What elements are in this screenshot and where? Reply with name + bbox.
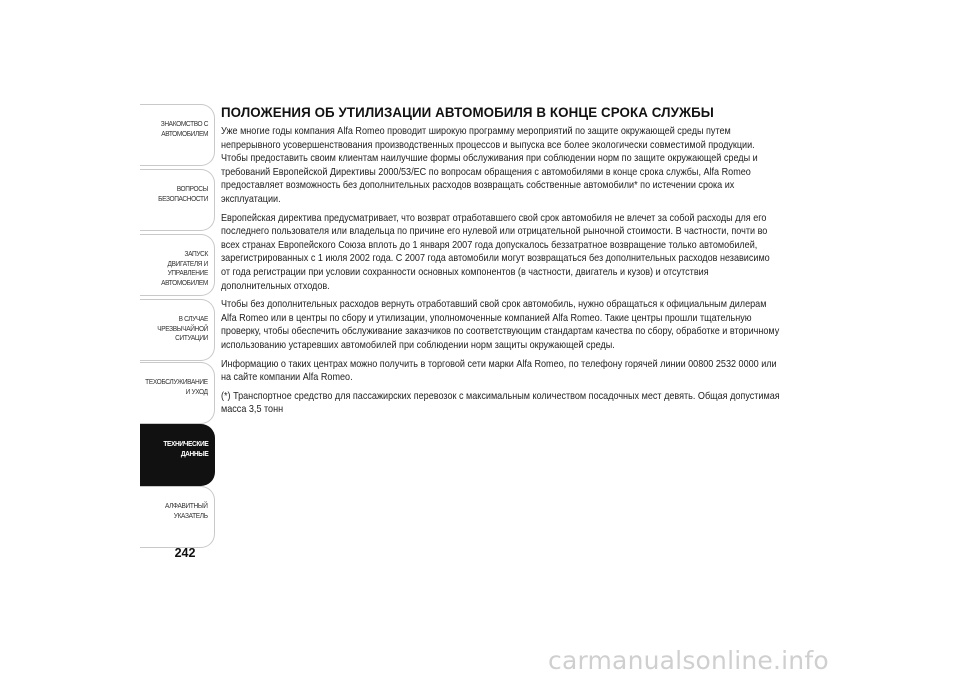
tab-safety[interactable] bbox=[140, 169, 215, 231]
tab-label: ТЕХНИЧЕСКИЕ ДАННЫЕ bbox=[162, 439, 208, 458]
tab-label: ВОПРОСЫ БЕЗОПАСНОСТИ bbox=[158, 184, 208, 203]
paragraph: Чтобы без дополнительных расходов вернуть отработавший свой срок автомобиль, нужно обращаться к официальным дилерам Alfa Romeo или в центры по сбору и утилизации, уполномоченные компанией Alfa Romeo. Такие центры прошли тщательную проверку, чтобы обеспечить обслуживание заказчиков по соответствующим стандартам качества по сбору, обработке и вторичному использованию устаревших автомобилей при соблюдении норм защиты окружающей среды. bbox=[221, 299, 780, 351]
tab-vehicle-introduction[interactable] bbox=[140, 104, 215, 166]
tab-technical-data[interactable] bbox=[140, 424, 215, 486]
tab-label: ЗНАКОМСТВО С АВТОМОБИЛЕМ bbox=[160, 119, 208, 138]
tab-label: ЗАПУСК ДВИГАТЕЛЯ И УПРАВЛЕНИЕ АВТОМОБИЛЕМ bbox=[161, 249, 208, 287]
page-number: 242 bbox=[174, 546, 196, 560]
tab-alphabetical-index[interactable] bbox=[140, 486, 215, 548]
footnote: (*) Транспортное средство для пассажирских перевозок с максимальным количеством посадочных мест девять. Общая допустимая масса 3,5 тонн bbox=[221, 390, 780, 416]
paragraph: Уже многие годы компания Alfa Romeo проводит широкую программу мероприятий по защите окружающей среды путем непрерывного усовершенствования производственных процессов и выпуска все более экологически совместимой продукции. Чтобы предоставить своим клиентам наилучшие формы обслуживания при соблюдении норм по защите окружающей среды и требований Европейской Директивы 2000/53/ЕС по вопросам обращения с автомобилями в конце срока службы, Alfa Romeo предоставляет возможность без дополнительных расходов возвращать собственные автомобили* по истечении срока их эксплуатации. bbox=[221, 126, 758, 205]
paragraph: Информацию о таких центрах можно получить в торговой сети марки Alfa Romeo, по телефону горячей линии 00800 2532 0000 или на сайте компании Alfa Romeo. bbox=[221, 358, 777, 384]
paragraph: Европейская директива предусматривает, что возврат отработавшего свой срок автомобиля не влечет за собой расходы для его последнего пользователя или владельца по причине его нулевой или отрицательной рыночной стоимости. В частности, почти во всех странах Европейского Союза вплоть до 1 января 2007 года допускалось беззатратное возвращение только автомобилей, зарегистрированных с 1 июля 2002 года. С 2007 года автомобили могут возвращаться без дополнительных расходов независимо от года регистрации при условии сохранности основных компонентов (в частности, двигатель и кузов) и отсутствия дополнительных отходов. bbox=[221, 212, 770, 292]
section-title: ПОЛОЖЕНИЯ ОБ УТИЛИЗАЦИИ АВТОМОБИЛЯ В КОНЦЕ СРОКА СЛУЖБЫ bbox=[221, 105, 714, 121]
tab-emergency[interactable] bbox=[140, 299, 215, 361]
page-content bbox=[221, 104, 781, 417]
tab-starting-and-driving[interactable] bbox=[140, 234, 215, 296]
tab-label: В СЛУЧАЕ ЧРЕЗВЫЧАЙНОЙ СИТУАЦИИ bbox=[157, 314, 208, 342]
tab-label: АЛФАВИТНЫЙ УКАЗАТЕЛЬ bbox=[165, 501, 208, 520]
tab-label: ТЕХОБСЛУЖИВАНИЕ И УХОД bbox=[145, 377, 208, 396]
tab-maintenance[interactable] bbox=[140, 362, 215, 424]
watermark: carmanualsonline.info bbox=[548, 646, 829, 675]
